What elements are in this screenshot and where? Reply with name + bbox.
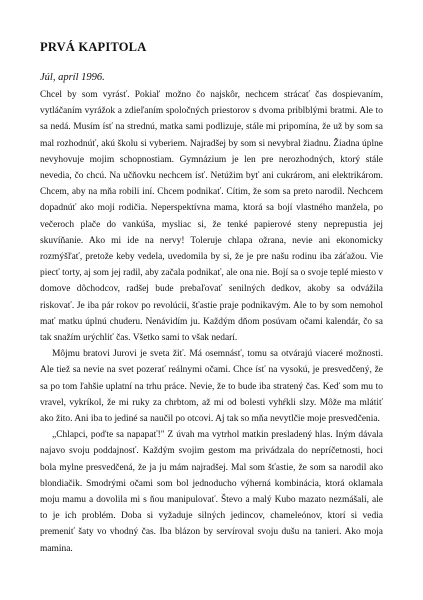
chapter-title: PRVÁ KAPITOLA bbox=[40, 40, 147, 54]
body-text bbox=[40, 87, 383, 557]
paragraph: Chcel by som vyrásť. Pokiaľ možno čo najskôr, nechcem strácať čas dospievaním, vytláčaním vyrážok a zdieľaním spoločných priestorov s dvoma priblblými bratmi. Ale to sa nedá. Musím ísť na strednú, matka sami podlizuje, stále mi pripomína, že už by som sa mal rozhodnúť, akú školu si vyberiem. Najradšej by som si nevybral žiadnu. Žiadna úplne nevyhovuje mojim schopnostiam. Gymnázium je len pre nerozhodných, ktorý stále nevedia, čo chcú. Na učňovku nechcem ísť. Netúžim byť ani cukrárom, ani elektrikárom. Chcem, aby na mňa robili iní. Chcem podnikať. Cítim, že som sa preto narodil. Nechcem dopadnúť ako moji rodičia. Neperspektívna mama, ktorá sa bojí vlastného manžela, po večeroch plače do vankúša, mysliac si, že tenké papierové steny neprepustia jej skuvíňanie. Ako mi ide na nervy! Toleruje chlapa ožrana, nevie ani ekonomicky rozmýšľať, pretože keby vedela, uvedomila by si, že je pre našu rodinu iba záťažou. Vie piecť torty, aj som jej radil, aby začala podnikať, ale ona nie. Bojí sa o svoje teplé miesto v domove dôchodcov, radšej bude prebaľovať senilných dedkov, akoby sa odvážila riskovať. Je iba pár rokov po revolúcii, šťastie praje podnikavým. Ale to by som nemohol mať matku úplnú chuderu. Nenávidím ju. Každým dňom posúvam očami kalendár, čo sa tak snažím urýchliť čas. Všetko sami to však nedarí. bbox=[40, 90, 383, 344]
paragraph: Môjmu bratovi Jurovi je sveta žiť. Má osemnásť, tomu sa otvárajú viaceré možnosti. Ale tiež sa nevie na svet pozerať reálnymi očami. Chce ísť na vysokú, je presvedčený, že sa po tom ľahšie uplatní na trhu práce. Nevie, že to bude iba stratený čas. Keď som mu to vravel, vykríkol, že mi ruky za chrbtom, až mi od bolesti vyhŕkli slzy. Môže ma mlátiť ako žito. Ani iba to jediné sa naučil po otcovi. Aj tak so mňa nevytlčie moje presvedčenia. bbox=[40, 349, 383, 425]
paragraph: „Chlapci, poďte sa napapať!" Z úvah ma vytrhol matkin presladený hlas. Iným dávala najavo svoju poddajnosť. Každým svojim gestom ma privádzala do nepríčetnosti, hoci bola mylne presvedčená, že ja ju mám najradšej. Mal som šťastie, že som sa narodil ako blondiačik. Smodrými očami som bol jednoducho výherná kombinácia, ktorá oklamala moju mamu a dovolila mi s ňou manipulovať. Števo a malý Kubo mazato nezmášali, ale to je ich problém. Doba si vyžaduje silných jedincov, chameleónov, ktorí si vedia premeniť šaty vo vhodný čas. Iba blázon by servíroval svoju dušu na tanieri. Ako moja mamina. bbox=[40, 430, 383, 554]
dateline: Júl, apríl 1996. bbox=[40, 72, 105, 83]
